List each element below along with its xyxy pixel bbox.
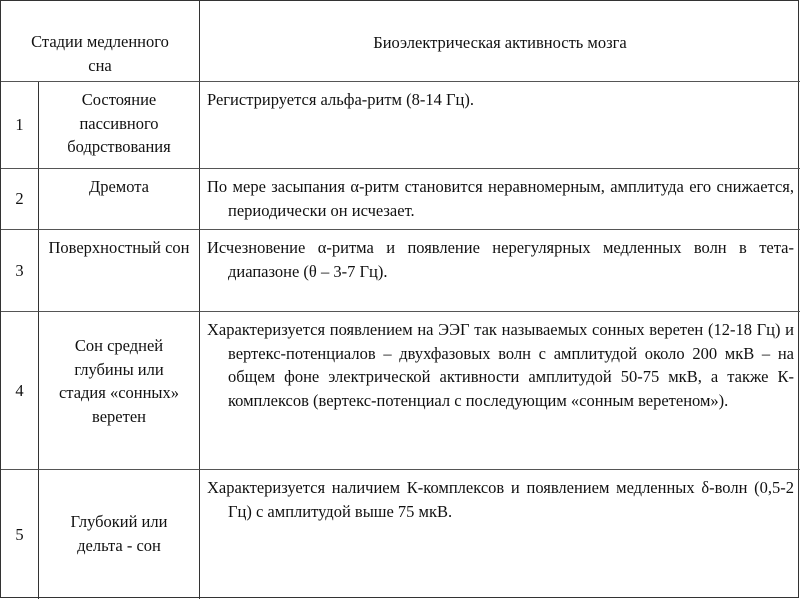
row-1-number: 1 [1, 82, 39, 169]
row-2-activity: По мере засыпания α-ритм становится неравномерным, амплитуда его снижается, периодически он исчезает. [200, 169, 800, 230]
row-3-number: 3 [1, 230, 39, 312]
header-stages-text: Стадии медленного сна [31, 32, 169, 75]
row-2-stage: Дремота [39, 169, 200, 230]
row-1-stage: Состояние пассивного бодрствования [39, 82, 200, 169]
row-3-activity: Исчезновение α-ритма и появление нерегулярных медленных волн в тета-диапазоне (θ – 3-7 Гц). [200, 230, 800, 312]
row-4-stage: Сон средней глубины или стадия «сонных» веретен [39, 312, 200, 470]
row-3-stage: Поверхностный сон [39, 230, 200, 312]
row-5-number: 5 [1, 470, 39, 599]
row-1-activity: Регистрируется альфа-ритм (8-14 Гц). [200, 82, 800, 169]
header-activity: Биоэлектрическая активность мозга [200, 1, 800, 82]
row-4-number: 4 [1, 312, 39, 470]
row-4-activity: Характеризуется появлением на ЭЭГ так называемых сонных веретен (12-18 Гц) и вертекс-потенциалов – двухфазовых волн с амплитудой около 200 мкВ – на общем фоне электрической активности амплитудой 50-75 мкВ, а также К-комплексов (вертекс-потенциал с последующим «сонным веретеном»). [200, 312, 800, 470]
row-5-activity: Характеризуется наличием К-комплексов и появлением медленных δ-волн (0,5-2 Гц) с амплитудой выше 75 мкВ. [207, 478, 794, 521]
header-stages [1, 1, 200, 82]
row-2-number: 2 [1, 169, 39, 230]
row-5-stage: Глубокий или дельта - сон [39, 470, 200, 599]
